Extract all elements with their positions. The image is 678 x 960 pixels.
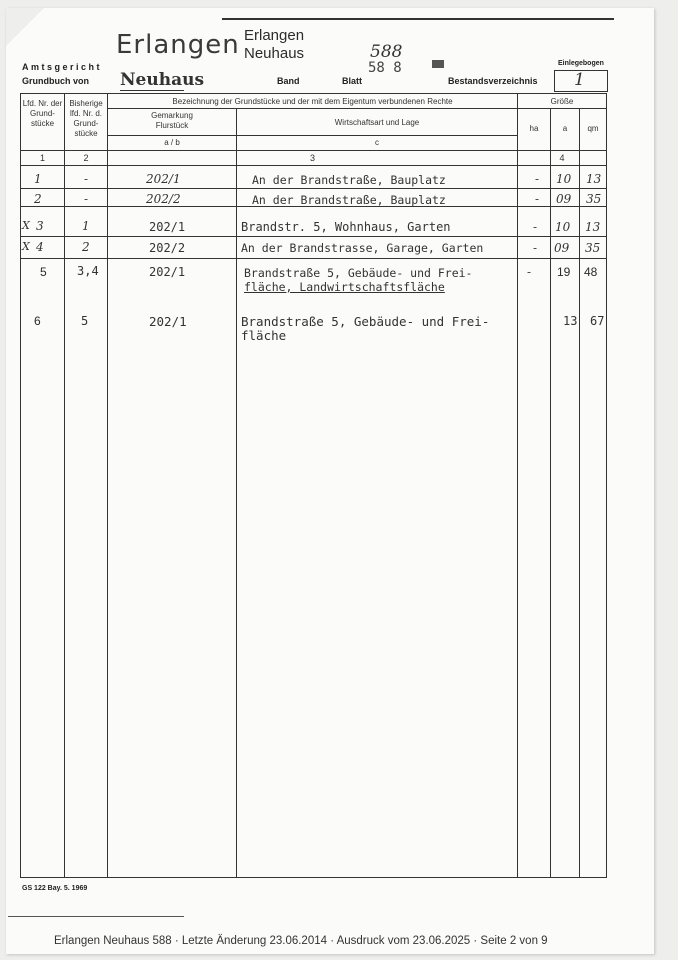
hdr-rule-sub (107, 135, 517, 136)
table-left-border (20, 93, 21, 878)
row3-flurstueck: 202/1 (149, 220, 186, 234)
row3-qm: 13 (585, 220, 601, 234)
row1-lfd: 1 (34, 172, 42, 186)
stamp-court-city: Erlangen (116, 30, 240, 60)
land-register-label: Grundbuch von (22, 76, 89, 86)
row6-a: 13 (563, 314, 578, 328)
row4-a: 09 (554, 241, 570, 255)
row-rule-4 (20, 258, 607, 259)
row1-ha: - (535, 172, 540, 186)
table-top-border (20, 93, 607, 94)
row2-lfd: 2 (34, 192, 42, 206)
footer-text: Erlangen Neuhaus 588 · Letzte Änderung 23.06.2014 · Ausdruck vom 23.06.2025 · Seite 2 von 9 (54, 935, 548, 947)
inventory-label: Bestandsverzeichnis (448, 76, 538, 86)
row5-lage-line2: fläche, Landwirtschaftsfläche (244, 280, 445, 294)
row3-ha: - (533, 220, 538, 234)
col-header-a: a (562, 124, 568, 133)
row5-a: 19 (557, 265, 571, 279)
col-header-ha: ha (529, 124, 539, 133)
row5-flurstueck: 202/1 (149, 265, 186, 279)
row1-bisherige: - (84, 172, 89, 186)
footer-rule (8, 916, 184, 917)
row1-lage: An der Brandstraße, Bauplatz (252, 173, 446, 187)
col-sep-gemarkung (236, 108, 237, 878)
col-header-wirtschaftsart-sub: c (375, 138, 379, 147)
stamp-right-line2: Neuhaus (244, 45, 305, 62)
row1-qm: 13 (586, 172, 602, 186)
hdr-rule-groesse (517, 108, 607, 109)
row6-bisherige: 5 (81, 314, 89, 328)
row3-lfd: 3 (36, 219, 44, 233)
row3-margin-mark: X (22, 219, 30, 232)
row6-flurstueck: 202/1 (149, 314, 187, 329)
row2-qm: 35 (586, 192, 602, 206)
table-right-border (606, 93, 607, 878)
blatt-number-stamped: 58 8 (368, 60, 402, 76)
row5-ha: - (527, 265, 532, 279)
col-number-2: 2 (83, 153, 89, 163)
row2-lage: An der Brandstraße, Bauplatz (252, 193, 446, 207)
court-label: Amtsgericht (22, 62, 103, 72)
col-sep-ha (550, 108, 551, 878)
hdr-rule-numbers-top (20, 150, 607, 151)
header-rule (222, 18, 614, 20)
row3-bisherige: 1 (82, 219, 90, 233)
row5-lfd: 5 (40, 265, 47, 279)
row6-lage-line2: fläche (241, 328, 287, 343)
col-header-qm: qm (587, 124, 599, 133)
row5-bisherige: 3,4 (77, 264, 99, 278)
row3-a: 10 (555, 220, 571, 234)
stamp-right-line1: Erlangen (244, 27, 305, 44)
table-bottom-border (20, 877, 607, 878)
row4-lfd: 4 (36, 240, 44, 254)
row6-lfd: 6 (34, 314, 41, 328)
col-header-bisherige: Bisherige lfd. Nr. d. Grund-stücke (69, 99, 103, 138)
row2-flurstueck: 202/2 (146, 192, 181, 206)
row6-lage-line1: Brandstraße 5, Gebäude- und Frei- (241, 314, 490, 329)
band-label: Band (277, 76, 300, 86)
col-header-lfd-nr: Lfd. Nr. der Grund-stücke (22, 99, 63, 128)
col-number-4: 4 (559, 153, 565, 163)
hdr-rule-bezeichnung (107, 108, 517, 109)
row4-bisherige: 2 (82, 240, 90, 254)
col-header-wirtschaftsart: Wirtschaftsart und Lage (334, 118, 420, 127)
col-sep-bisherige (107, 93, 108, 878)
insert-sheet-label: Einlegebogen (558, 60, 604, 67)
col-sep-lfd (64, 93, 65, 878)
stamp-registry: Neuhaus (120, 70, 205, 90)
col-sep-bezeichnung (517, 93, 518, 878)
row2-ha: - (535, 192, 540, 206)
row4-lage: An der Brandstrasse, Garage, Garten (241, 241, 484, 255)
blatt-number-handwritten: 588 (370, 42, 403, 62)
row4-flurstueck: 202/2 (149, 241, 186, 255)
stamp-mark (432, 60, 444, 68)
col-sep-a (579, 108, 580, 878)
row1-flurstueck: 202/1 (146, 172, 181, 186)
col-header-groesse: Größe (550, 97, 574, 106)
row4-margin-mark: X (22, 240, 30, 253)
page-fold-corner (6, 8, 44, 46)
row1-a: 10 (556, 172, 572, 186)
row4-qm: 35 (585, 241, 601, 255)
insert-sheet-number: 1 (574, 70, 585, 90)
registry-underline (120, 90, 184, 91)
col-number-3: 3 (309, 153, 315, 163)
col-header-bezeichnung: Bezeichnung der Grundstücke und der mit dem Eigentum verbundenen Rechte (172, 97, 453, 106)
row5-lage-line1: Brandstraße 5, Gebäude- und Frei- (244, 266, 473, 280)
col-header-gemarkung: Gemarkung Flurstück (151, 111, 193, 130)
row2-bisherige: - (84, 192, 89, 206)
row6-qm: 67 (590, 314, 605, 328)
row-rule-3 (20, 236, 607, 237)
row5-qm: 48 (584, 265, 598, 279)
blatt-label: Blatt (342, 76, 362, 86)
row3-lage: Brandstr. 5, Wohnhaus, Garten (241, 220, 451, 234)
row4-ha: - (533, 241, 538, 255)
hdr-rule-numbers-bottom (20, 165, 607, 166)
col-number-1: 1 (39, 153, 45, 163)
col-header-gemarkung-sub: a / b (164, 138, 180, 147)
row2-a: 09 (556, 192, 572, 206)
row-rule-1 (20, 188, 607, 189)
form-code: GS 122 Bay. 5. 1969 (22, 885, 88, 892)
